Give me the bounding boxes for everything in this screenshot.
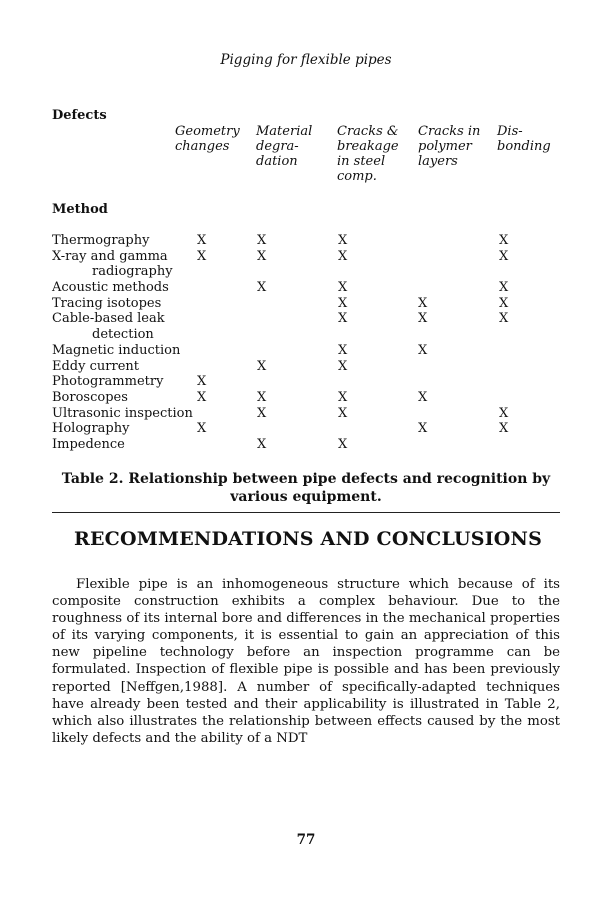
table-cell-mark: X: [418, 342, 428, 358]
table-row: [52, 249, 572, 280]
method-name: [52, 390, 177, 406]
table-cell-mark: X: [338, 358, 348, 374]
method-name: [52, 233, 177, 249]
table-cell-mark: X: [197, 248, 207, 264]
method-name-line: Holography: [52, 421, 130, 437]
table-cell-mark: X: [418, 295, 428, 311]
column-header-disbonding: Dis- bonding: [497, 124, 551, 154]
table-cell-mark: X: [257, 280, 267, 296]
method-name-line: Acoustic methods: [52, 280, 169, 296]
table-cell-mark: X: [338, 233, 348, 248]
table-cell-mark: X: [197, 374, 207, 390]
method-name: [52, 342, 181, 359]
method-name-line: Cable-based leak: [52, 311, 165, 327]
running-head: Pigging for flexible pipes: [220, 52, 392, 68]
table-cell-mark: X: [338, 405, 348, 421]
method-name-line: Tracing isotopes: [52, 295, 162, 311]
table-cell-mark: X: [499, 421, 509, 437]
table-row: [52, 437, 572, 453]
body-paragraph: Flexible pipe is an inhomogeneous structure which because of its composite construction exhibits a complex behaviour. Due to the roughness of its internal bore and differences in the mechanical properties of its varying components, it is essential to gain an appreciation of this new pipeline technology before an inspection programme can be formulated. Inspection of flexible pipe is possible and has been previously reported [Neffgen,1988]. A number of specifically-adapted techniques have already been tested and their applicability is illustrated in Table 2, which also illustrates the relationship between effects caused by the most likely defects and the ability of a NDT: [52, 577, 560, 746]
table-row: [52, 280, 572, 296]
table-row: [52, 233, 572, 249]
method-name-continuation: detection: [92, 327, 154, 343]
caption-rule: [52, 512, 560, 513]
table-cell-mark: X: [257, 248, 267, 264]
method-name: [52, 311, 177, 342]
table-cell-mark: X: [499, 311, 509, 327]
table-cell-mark: X: [338, 342, 348, 358]
table-cell-mark: X: [418, 389, 428, 405]
column-header-cracks-polymer: Cracks in polymer layers: [418, 124, 481, 169]
table-row: [52, 311, 572, 342]
table-row: [52, 421, 572, 437]
table-cell-mark: X: [257, 405, 267, 421]
column-header-geometry: Geometry changes: [175, 124, 240, 154]
method-name: [52, 437, 177, 453]
table-cell-mark: X: [338, 311, 348, 327]
method-name: [52, 249, 177, 280]
method-name: [52, 421, 177, 437]
table-cell-mark: X: [499, 295, 509, 311]
method-name: [52, 296, 177, 312]
method-name: [52, 280, 177, 296]
table-cell-mark: X: [499, 405, 509, 421]
method-label: Method: [52, 202, 108, 217]
method-name-line: Impedence: [52, 436, 125, 452]
table-cell-mark: X: [197, 421, 207, 437]
table-cell-mark: X: [499, 248, 509, 264]
table-row: [52, 343, 572, 359]
method-name: [52, 405, 193, 422]
table-cell-mark: X: [338, 295, 348, 311]
defects-label: Defects: [52, 108, 107, 123]
table-cell-mark: X: [257, 233, 267, 248]
table-cell-mark: X: [257, 358, 267, 374]
table-cell-mark: X: [418, 421, 428, 437]
method-name-line: Boroscopes: [52, 389, 128, 405]
column-header-material: Material degra- dation: [256, 124, 313, 169]
table-cell-mark: X: [499, 233, 509, 248]
method-name-line: Ultrasonic inspection: [52, 405, 193, 421]
table-row: [52, 296, 572, 312]
table-row: [52, 406, 572, 422]
method-name-line: Photogrammetry: [52, 374, 164, 390]
section-heading: RECOMMENDATIONS AND CONCLUSIONS: [74, 528, 543, 550]
page-number: 77: [296, 832, 316, 848]
table-cell-mark: X: [197, 233, 207, 248]
table-cell-mark: X: [338, 389, 348, 405]
method-name-continuation: radiography: [92, 264, 173, 280]
table-cell-mark: X: [197, 389, 207, 405]
method-name-line: Magnetic induction: [52, 342, 181, 358]
method-name-line: Eddy current: [52, 358, 139, 374]
method-name: [52, 359, 177, 375]
table-cell-mark: X: [338, 248, 348, 264]
table-cell-mark: X: [338, 436, 348, 452]
method-name-line: Thermography: [52, 233, 150, 248]
table-cell-mark: X: [418, 311, 428, 327]
method-name-line: X-ray and gamma: [52, 248, 168, 264]
defect-method-table: [52, 233, 572, 453]
table-cell-mark: X: [257, 436, 267, 452]
table-row: [52, 374, 572, 390]
method-name: [52, 374, 177, 390]
column-header-cracks-steel: Cracks & breakage in steel comp.: [337, 124, 399, 184]
table-caption: Table 2. Relationship between pipe defects and recognition by various equipment.: [61, 471, 551, 505]
table-cell-mark: X: [499, 280, 509, 296]
table-cell-mark: X: [338, 280, 348, 296]
table-row: [52, 390, 572, 406]
table-row: [52, 359, 572, 375]
table-cell-mark: X: [257, 389, 267, 405]
